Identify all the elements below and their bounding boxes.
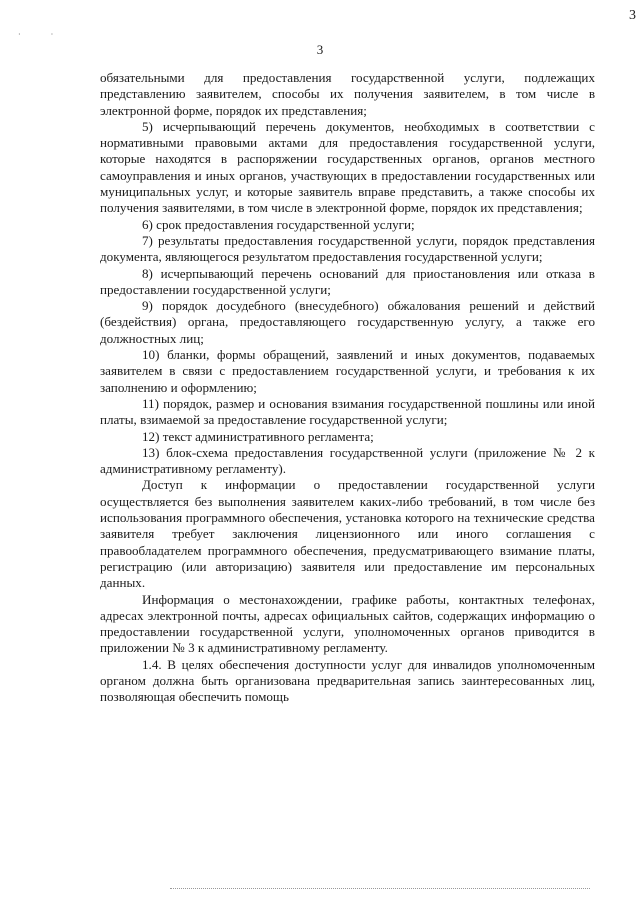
- corner-page-mark: 3: [629, 8, 636, 23]
- scan-artifact-dots: · ·: [18, 30, 68, 39]
- paragraph-item-7: 7) результаты предоставления государственной услуги, порядок представления документа, являющегося результатом предоставления государственной услуги;: [100, 232, 595, 265]
- paragraph-item-9: 9) порядок досудебного (внесудебного) обжалования решений и действий (бездействия) органа, предоставляющего государственную услугу, а также его должностных лиц;: [100, 298, 595, 346]
- paragraph-item-8: 8) исчерпывающий перечень оснований для приостановления или отказа в предоставлении государственной услуги;: [100, 265, 595, 297]
- paragraph-item-12: 12) текст административного регламента;: [142, 428, 374, 444]
- paragraph-item-6: 6) срок предоставления государственной услуги;: [142, 216, 415, 232]
- paragraph-item-13: 13) блок-схема предоставления государственной услуги (приложение № 2 к административному регламенту).: [100, 444, 595, 477]
- document-body: [100, 70, 595, 706]
- paragraph-item-10: 10) бланки, формы обращений, заявлений и иных документов, подаваемых заявителем в связи с предоставлением государственной услуги, и требования к их заполнению и оформлению;: [100, 347, 595, 395]
- paragraph-section-1-4: 1.4. В целях обеспечения доступности услуг для инвалидов уполномоченным органом должна быть организована предварительная запись заинтересованных лиц, позволяющая обеспечить помощь: [100, 656, 595, 705]
- paragraph-continuation: обязательными для предоставления государственной услуги, подлежащих представлению заявителем, способы их получения заявителем, в том числе в электронной форме, порядок их представления;: [100, 70, 595, 118]
- paragraph-access-info: Доступ к информации о предоставлении государственной услуги осуществляется без выполнения заявителем каких-либо требований, в том числе без использования программного обеспечения, установка которого на технические средства заявителя требует заключения лицензионного или иного соглашения с правообладателем программного обеспечения, предусматривающего взимание платы, регистрацию (или авторизацию) заявителя или предоставление им персональных данных.: [100, 477, 595, 591]
- footer-dotted-rule: [170, 888, 590, 889]
- paragraph-item-11: 11) порядок, размер и основания взимания государственной пошлины или иной платы, взимаемой за предоставление государственной услуги;: [100, 395, 595, 428]
- paragraph-contact-info: Информация о местонахождении, графике работы, контактных телефонах, адресах электронной почты, адресах официальных сайтов, содержащих информацию о предоставлении государственной услуги, уполномоченных органов приводится в приложении № 3 к административному регламенту.: [100, 591, 595, 656]
- page-number: 3: [316, 42, 324, 57]
- paragraph-item-5: 5) исчерпывающий перечень документов, необходимых в соответствии с нормативными правовыми актами для предоставления государственной услуги, которые находятся в распоряжении государственных органов, органов местного самоуправления и иных органов, участвующих в предоставлении государственных или муниципальных услуг, и которые заявитель вправе представить, а также способы их получения заявителями, в том числе в электронной форме, порядок их представления;: [100, 118, 595, 216]
